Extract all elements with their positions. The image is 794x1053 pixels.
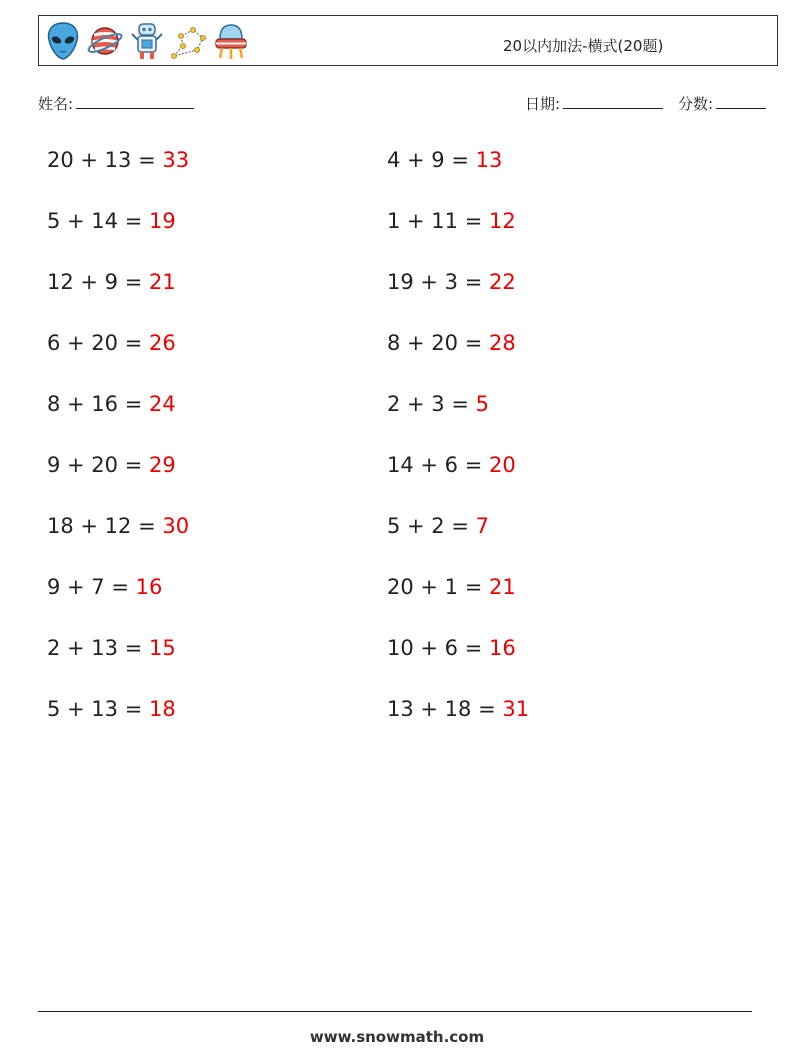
problem-item	[387, 453, 516, 477]
problem-item	[387, 514, 489, 538]
problem-question: 19 + 3 =	[387, 270, 489, 294]
problem-item	[387, 270, 516, 294]
problem-answer: 15	[148, 636, 176, 660]
problem-answer: 20	[488, 453, 516, 477]
alien-icon	[45, 20, 81, 62]
constellation-icon	[171, 20, 207, 62]
problem-question: 9 + 20 =	[47, 453, 149, 477]
problem-question: 10 + 6 =	[387, 636, 489, 660]
score-blank[interactable]	[716, 94, 766, 109]
planet-icon	[87, 20, 123, 62]
problem-answer: 28	[488, 331, 516, 355]
problem-item	[47, 331, 176, 355]
problem-answer: 12	[488, 209, 516, 233]
problem-question: 20 + 1 =	[387, 575, 489, 599]
problem-item	[387, 148, 502, 172]
problem-item	[387, 331, 516, 355]
name-field	[38, 93, 194, 114]
problem-question: 2 + 13 =	[47, 636, 149, 660]
problem-answer: 21	[488, 575, 516, 599]
problem-answer: 16	[488, 636, 516, 660]
problem-item	[47, 636, 176, 660]
problem-answer: 22	[488, 270, 516, 294]
name-label: 姓名:	[38, 95, 74, 113]
problem-answer: 13	[475, 148, 503, 172]
problem-question: 5 + 14 =	[47, 209, 149, 233]
problem-question: 14 + 6 =	[387, 453, 489, 477]
footer-site: www.snowmath.com	[309, 1028, 485, 1046]
problem-item	[387, 697, 529, 721]
problem-item	[47, 209, 176, 233]
name-blank[interactable]	[76, 94, 194, 109]
date-label: 日期:	[525, 95, 561, 113]
problem-item	[387, 636, 516, 660]
problem-answer: 7	[475, 514, 489, 538]
problem-answer: 24	[148, 392, 176, 416]
header-icons	[45, 20, 249, 62]
worksheet-title: 20以内加法-横式(20题)	[503, 37, 664, 55]
worksheet-header	[38, 15, 778, 66]
problem-question: 2 + 3 =	[387, 392, 476, 416]
problem-answer: 31	[502, 697, 530, 721]
footer-divider	[38, 1011, 752, 1012]
problem-answer: 18	[148, 697, 176, 721]
score-label: 分数:	[678, 95, 714, 113]
problem-answer: 33	[162, 148, 190, 172]
problem-item	[387, 575, 516, 599]
date-blank[interactable]	[563, 94, 663, 109]
problem-answer: 29	[148, 453, 176, 477]
problem-question: 8 + 16 =	[47, 392, 149, 416]
problem-item	[47, 453, 176, 477]
problem-answer: 19	[148, 209, 176, 233]
problem-answer: 30	[162, 514, 190, 538]
date-field	[525, 93, 663, 114]
problem-item	[47, 148, 189, 172]
score-field	[678, 93, 766, 114]
problem-question: 6 + 20 =	[47, 331, 149, 355]
robot-icon	[129, 20, 165, 62]
problem-answer: 21	[148, 270, 176, 294]
problem-question: 5 + 2 =	[387, 514, 476, 538]
problem-question: 1 + 11 =	[387, 209, 489, 233]
problem-question: 12 + 9 =	[47, 270, 149, 294]
problem-item	[47, 697, 176, 721]
problem-question: 20 + 13 =	[47, 148, 163, 172]
problem-answer: 16	[135, 575, 163, 599]
problem-item	[47, 270, 176, 294]
problem-item	[387, 392, 489, 416]
problem-question: 5 + 13 =	[47, 697, 149, 721]
problem-item	[47, 514, 189, 538]
problem-item	[387, 209, 516, 233]
ufo-icon	[213, 20, 249, 62]
problem-answer: 5	[475, 392, 489, 416]
problem-item	[47, 392, 176, 416]
problem-answer: 26	[148, 331, 176, 355]
problem-question: 13 + 18 =	[387, 697, 503, 721]
problem-question: 18 + 12 =	[47, 514, 163, 538]
problem-question: 8 + 20 =	[387, 331, 489, 355]
problem-item	[47, 575, 162, 599]
problem-question: 4 + 9 =	[387, 148, 476, 172]
problem-question: 9 + 7 =	[47, 575, 136, 599]
